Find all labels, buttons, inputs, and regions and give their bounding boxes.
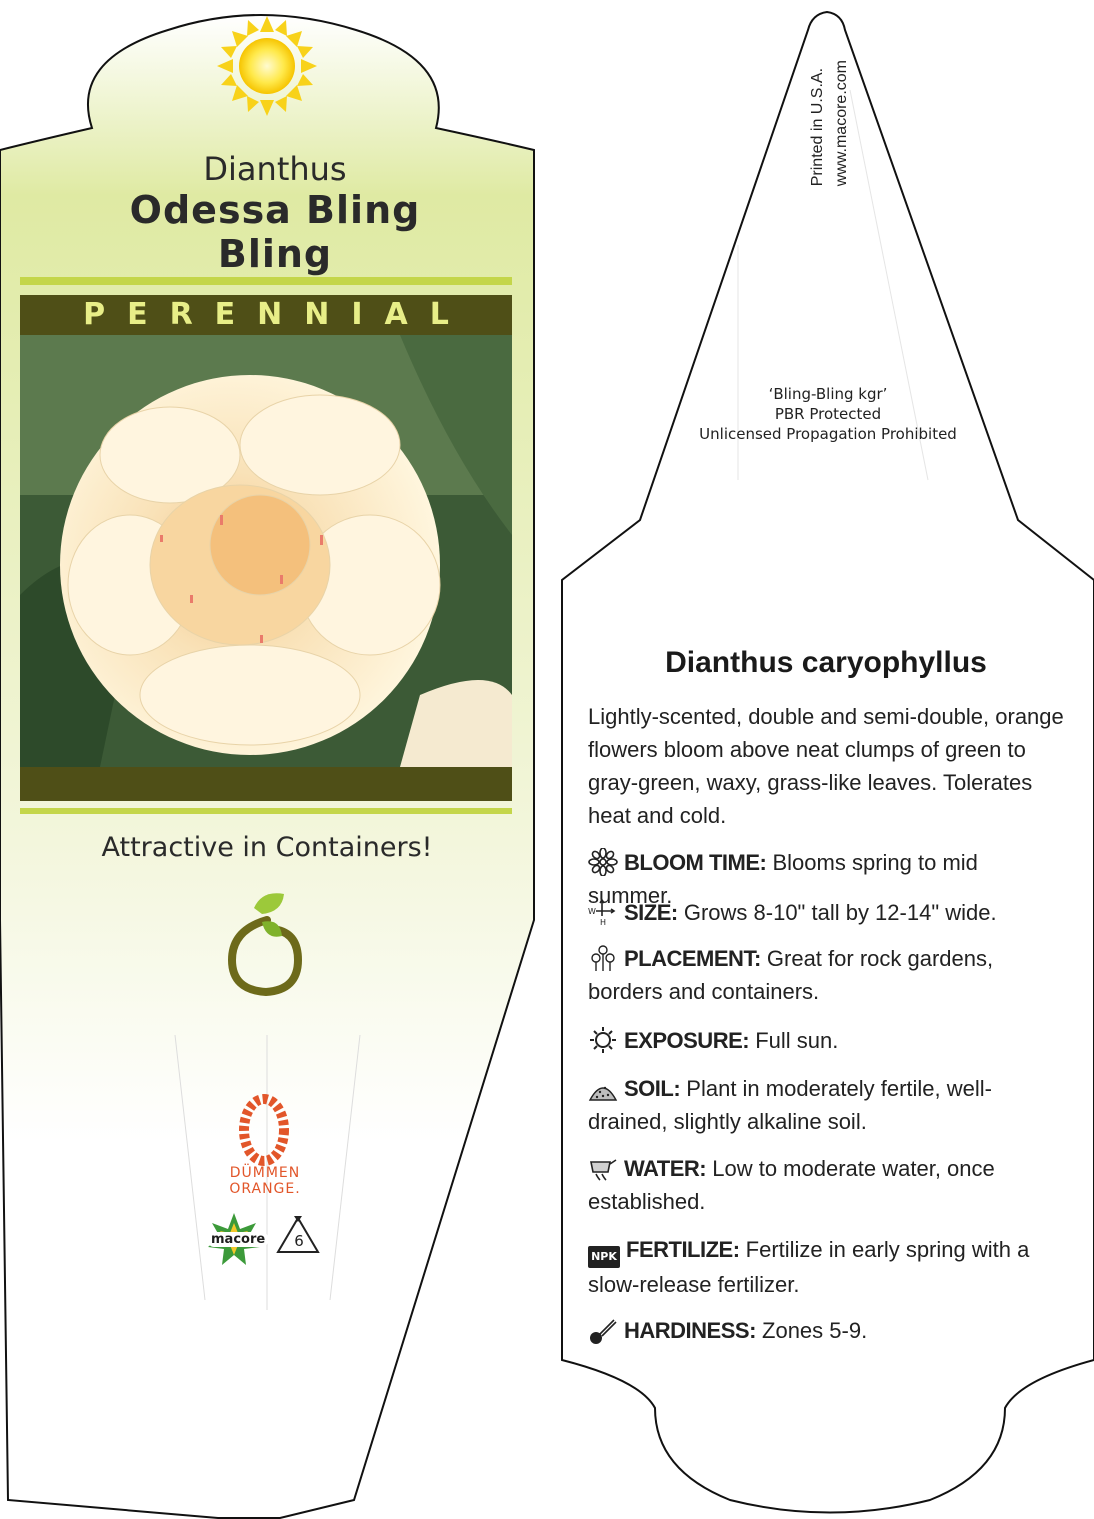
- dummen-orange-wordmark: [200, 1165, 330, 1197]
- attr-size: [588, 896, 1068, 929]
- attr-label: HARDINESS:: [624, 1318, 756, 1343]
- attr-text: Plant in moderately fertile, well-drained, slightly alkaline soil.: [588, 1076, 992, 1134]
- printed-info: [806, 60, 850, 230]
- attr-hardiness: [588, 1314, 1068, 1347]
- pbr-line: ‘Bling-Bling kgr’: [768, 385, 888, 403]
- attr-label: BLOOM TIME:: [624, 850, 767, 875]
- printed-line2: www.macore.com: [833, 60, 850, 187]
- attr-placement: [588, 942, 1068, 1008]
- recycle-code: 6: [294, 1232, 304, 1250]
- rule-top: [20, 277, 512, 285]
- category-banner: PERENNIAL: [20, 295, 512, 335]
- attr-label: WATER:: [624, 1156, 707, 1181]
- attr-text: Fertilize in early spring with a slow-release fertilizer.: [588, 1237, 1030, 1297]
- genus-name: Dianthus: [203, 150, 347, 188]
- thermometer-icon: [588, 1316, 618, 1344]
- attr-label: FERTILIZE:: [626, 1237, 740, 1262]
- description: Lightly-scented, double and semi-double, orange flowers bloom above neat clumps of green to gray-green, waxy, grass-like leaves. Tolerates heat and cold.: [588, 704, 1064, 828]
- attr-label: PLACEMENT:: [624, 946, 761, 971]
- macore-wordmark: macore: [208, 1232, 268, 1247]
- rule-bottom: [20, 808, 512, 814]
- tagline: Attractive in Containers!: [101, 832, 433, 863]
- attr-label: SIZE:: [624, 900, 678, 925]
- npk-icon: [588, 1246, 620, 1268]
- attr-text: Great for rock gardens, borders and containers.: [588, 946, 994, 1004]
- pbr-line: PBR Protected: [774, 405, 882, 423]
- attr-text: Grows 8-10" tall by 12-14" wide.: [677, 900, 997, 925]
- attr-label: EXPOSURE:: [624, 1028, 750, 1053]
- sun-icon: [217, 16, 317, 116]
- attr-water: [588, 1152, 1068, 1218]
- attr-fertilize: [588, 1233, 1068, 1301]
- svg-text:H: H: [600, 918, 607, 926]
- attr-text: Blooms spring to mid summer.: [588, 850, 978, 908]
- pbr-line: Unlicensed Propagation Prohibited: [699, 425, 957, 443]
- attr-soil: [588, 1072, 1068, 1138]
- soil-icon: [588, 1074, 618, 1102]
- attr-exposure: [588, 1024, 1068, 1057]
- size-icon: [588, 898, 618, 926]
- placement-icon: [588, 944, 618, 972]
- attr-text: Zones 5-9.: [755, 1318, 868, 1343]
- flower-photo: [20, 335, 512, 767]
- attr-label: SOIL:: [624, 1076, 681, 1101]
- dummen-line1: DÜMMEN: [229, 1165, 301, 1181]
- printed-line1: Printed in U.S.A.: [809, 67, 826, 187]
- npk-label: NPK: [591, 1250, 617, 1263]
- bloom-icon: [588, 848, 618, 876]
- dummen-line2: ORANGE.: [229, 1181, 301, 1197]
- photo-bottom-band: [20, 767, 512, 801]
- exposure-sun-icon: [588, 1026, 618, 1054]
- attr-text: Low to moderate water, once established.: [588, 1156, 995, 1214]
- svg-text:W: W: [588, 907, 596, 916]
- water-icon: [588, 1154, 618, 1182]
- species-name: Dianthus caryophyllus: [665, 646, 987, 679]
- cultivar-name-line1: Odessa Bling: [129, 188, 421, 232]
- attr-text: Full sun.: [749, 1028, 839, 1053]
- pbr-notice: [660, 384, 996, 444]
- cultivar-name-line2: Bling: [217, 232, 333, 276]
